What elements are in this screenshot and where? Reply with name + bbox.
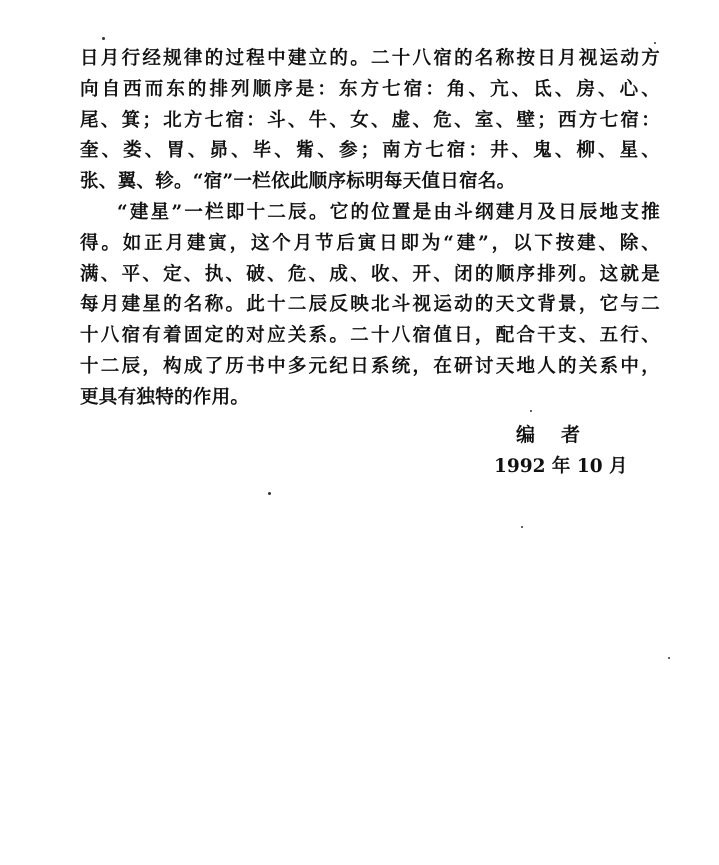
text-line: 张、翼、轸。“宿”一栏依此顺序标明每天值日宿名。 (80, 171, 516, 193)
text-line: 日月行经规律的过程中建立的。二十八宿的名称按日月视运动方 (80, 48, 660, 69)
date-line: 1992 年 10 月 (494, 456, 628, 477)
scan-speck (102, 37, 105, 40)
text-line: 每月建星的名称。此十二辰反映北斗视运动的天文背景，它与二 (80, 294, 660, 316)
text-line: “建星”一栏即十二辰。它的位置是由斗纲建月及日辰地支推 (117, 201, 660, 223)
scan-speck (521, 526, 523, 528)
scan-speck (654, 42, 656, 44)
text-line: 十八宿有着固定的对应关系。二十八宿值日，配合干支、五行、 (80, 325, 660, 347)
text-line: 更具有独特的作用。 (80, 386, 250, 408)
text-line: 满、平、定、执、破、危、成、收、开、闭的顺序排列。这就是 (80, 263, 660, 285)
text-line: 得。如正月建寅，这个月节后寅日即为“建”，以下按建、除、 (80, 232, 660, 254)
body-text (80, 44, 660, 414)
text-line: 十二辰，构成了历书中多元纪日系统，在研讨天地人的关系中， (80, 355, 660, 377)
scan-speck (668, 657, 670, 659)
text-line: 尾、箕；北方七宿：斗、牛、女、虚、危、室、壁；西方七宿： (80, 109, 660, 131)
text-line: 奎、娄、胃、昴、毕、觜、参；南方七宿：井、鬼、柳、星、 (80, 140, 660, 162)
scan-speck (530, 410, 532, 412)
text-line: 向自西而东的排列顺序是：东方七宿：角、亢、氐、房、心、 (80, 78, 660, 100)
author-signature: 编者 (516, 424, 607, 446)
scan-speck (268, 492, 271, 495)
